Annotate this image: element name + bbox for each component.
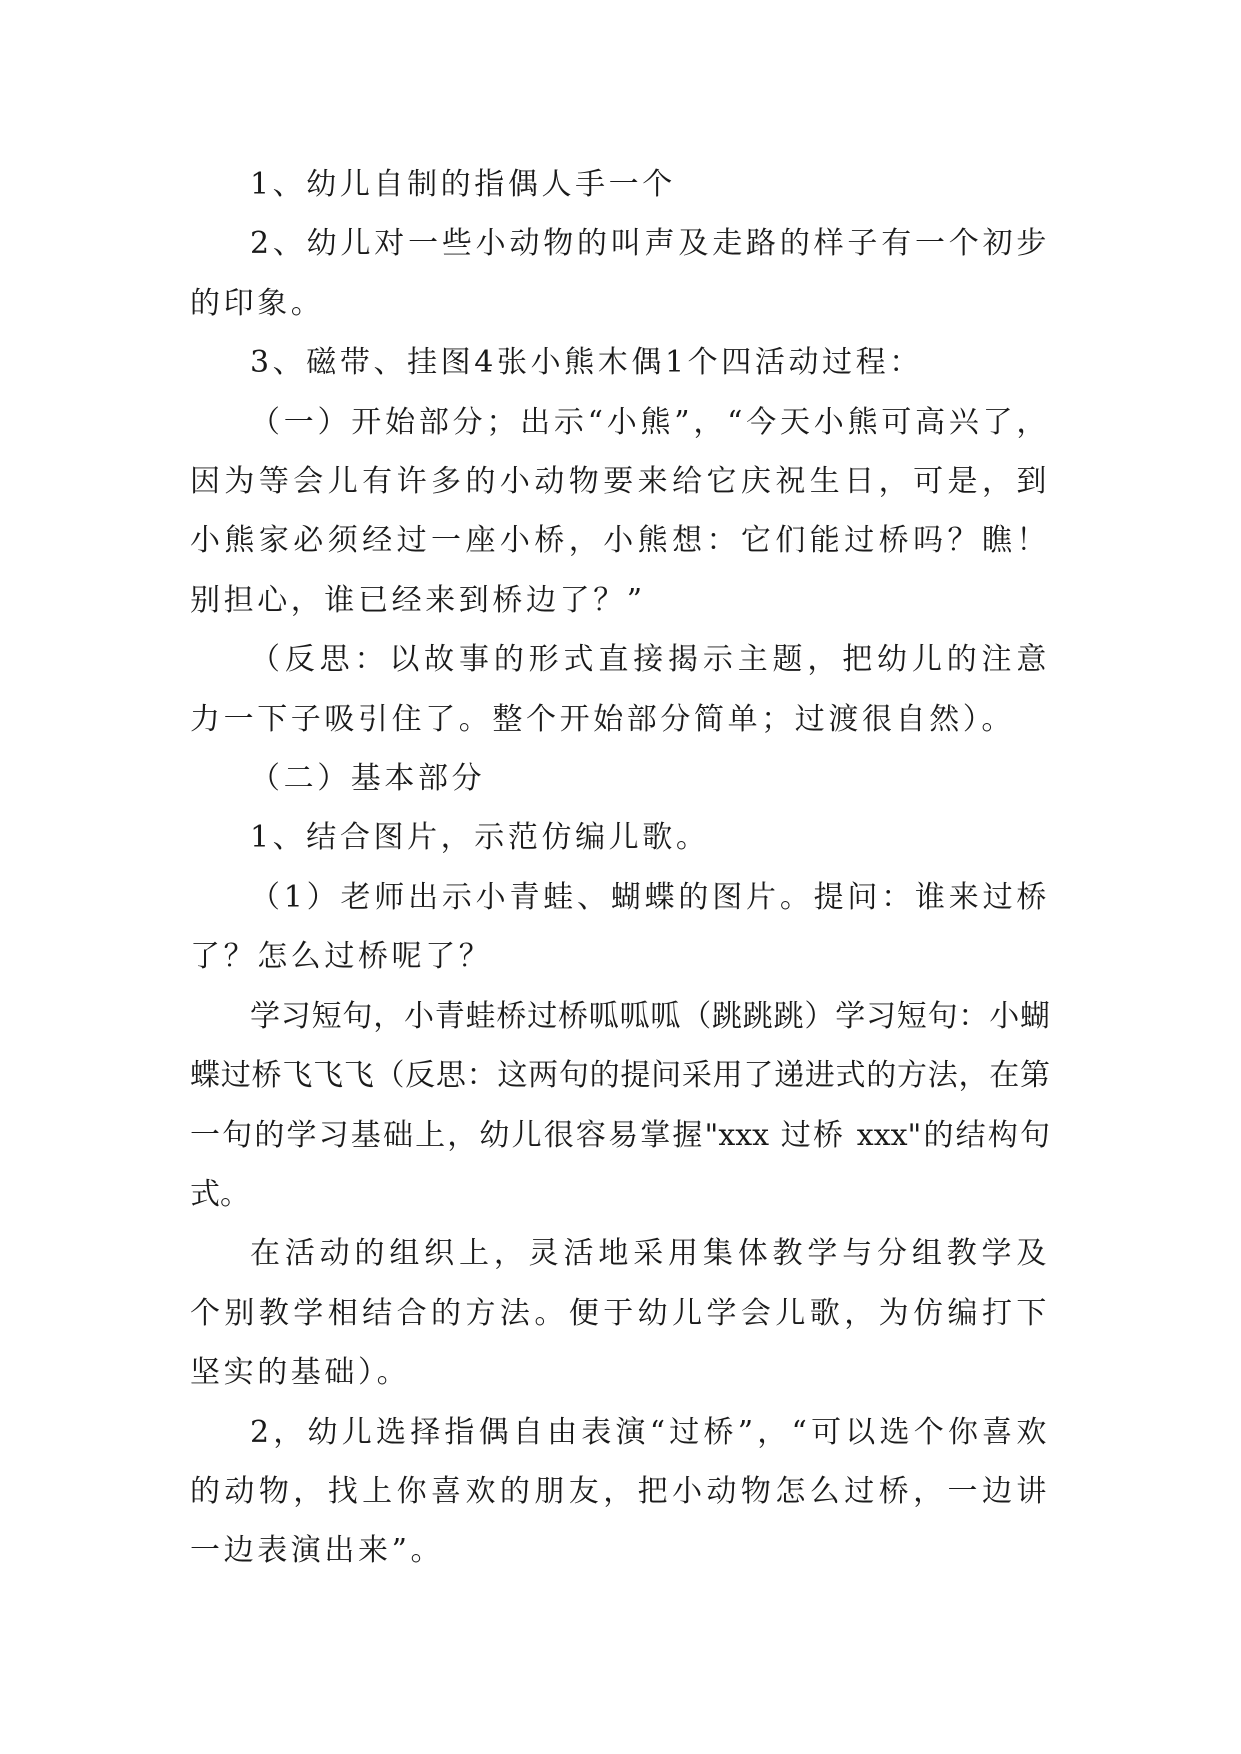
paragraph-materials-1: 1、幼儿自制的指偶人手一个 xyxy=(250,167,676,202)
paragraph-materials-2: 2、幼儿对一些小动物的叫声及走路的样子有一个初步的印象。 xyxy=(190,226,1050,321)
paragraph-step-1: 1、结合图片，示范仿编儿歌。 xyxy=(250,820,710,856)
paragraph-opening-part: （一）开始部分；出示“小熊”，“今天小熊可高兴了，因为等会儿有许多的小动物要来给它庆祝生日，可是，到小熊家必须经过一座小桥，小熊想：它们能过桥吗？瞧！别担心，谁已经来到桥边了？” xyxy=(190,404,1050,618)
paragraph-step-1-1: （1）老师出示小青蛙、蝴蝶的图片。提问：谁来过桥了？怎么过桥呢了？ xyxy=(190,879,1050,975)
paragraph-step-2: 2，幼儿选择指偶自由表演“过桥”，“可以选个你喜欢的动物，找上你喜欢的朋友，把小动物怎么过桥，一边讲一边表演出来”。 xyxy=(190,1414,1050,1569)
paragraph-basic-part-heading: （二）基本部分 xyxy=(250,761,486,797)
document-body xyxy=(190,155,1050,1581)
paragraph-materials-3: 3、磁带、挂图4张小熊木偶1个四活动过程： xyxy=(250,345,923,381)
paragraph-reflection-1: （反思：以故事的形式直接揭示主题，把幼儿的注意力一下子吸引住了。整个开始部分简单；过渡很自然）。 xyxy=(190,642,1050,737)
paragraph-organization: 在活动的组织上，灵活地采用集体教学与分组教学及个别教学相结合的方法。便于幼儿学会儿歌，为仿编打下坚实的基础）。 xyxy=(190,1236,1050,1391)
paragraph-short-sentences: 学习短句，小青蛙桥过桥呱呱呱（跳跳跳）学习短句：小蝴蝶过桥飞飞飞（反思：这两句的提问采用了递进式的方法，在第一句的学习基础上，幼儿很容易掌握"xxx 过桥 xxx"的结构句式。 xyxy=(190,998,1050,1212)
